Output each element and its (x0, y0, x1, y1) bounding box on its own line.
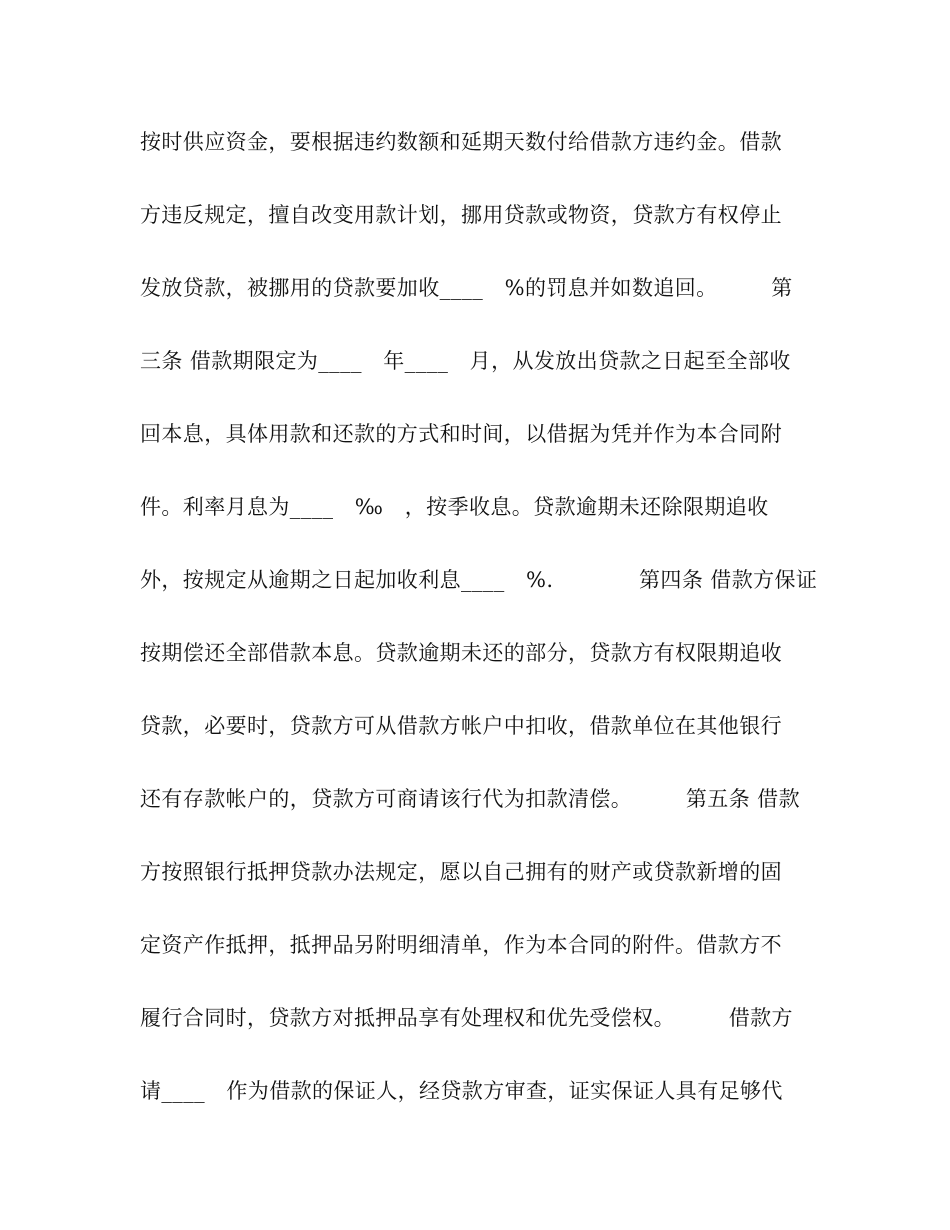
text-line: 按期偿还全部借款本息。贷款逾期未还的部分，贷款方有权限期追收 (140, 641, 782, 665)
text-line: 件。利率月息为____ ‰ ，按季收息。贷款逾期未还除限期追收 (140, 495, 769, 519)
text-line: 请____ 作为借款的保证人，经贷款方审查，证实保证人具有足够代 (140, 1079, 783, 1103)
text-line: 方按照银行抵押贷款办法规定，愿以自己拥有的财产或贷款新增的固 (140, 860, 782, 884)
text-line: 还有存款帐户的，贷款方可商请该行代为扣款清偿。 第五条 借款 (140, 787, 800, 811)
text-line: 按时供应资金，要根据违约数额和延期天数付给借款方违约金。借款 (140, 130, 782, 154)
text-line: 回本息，具体用款和还款的方式和时间，以借据为凭并作为本合同附 (140, 422, 782, 446)
text-line: 贷款，必要时，贷款方可从借款方帐户中扣收，借款单位在其他银行 (140, 714, 782, 738)
text-line: 履行合同时，贷款方对抵押品享有处理权和优先受偿权。 借款方 (140, 1006, 793, 1030)
text-line: 外，按规定从逾期之日起加收利息____ %. 第四条 借款方保证 (140, 568, 818, 592)
text-line: 定资产作抵押，抵押品另附明细清单，作为本合同的附件。借款方不 (140, 933, 782, 957)
text-line: 三条 借款期限定为____ 年____ 月，从发放出贷款之日起至全部收 (140, 349, 791, 373)
text-line: 发放贷款，被挪用的贷款要加收____ %的罚息并如数追回。 第 (140, 276, 793, 300)
text-line: 方违反规定，擅自改变用款计划，挪用贷款或物资，贷款方有权停止 (140, 203, 782, 227)
